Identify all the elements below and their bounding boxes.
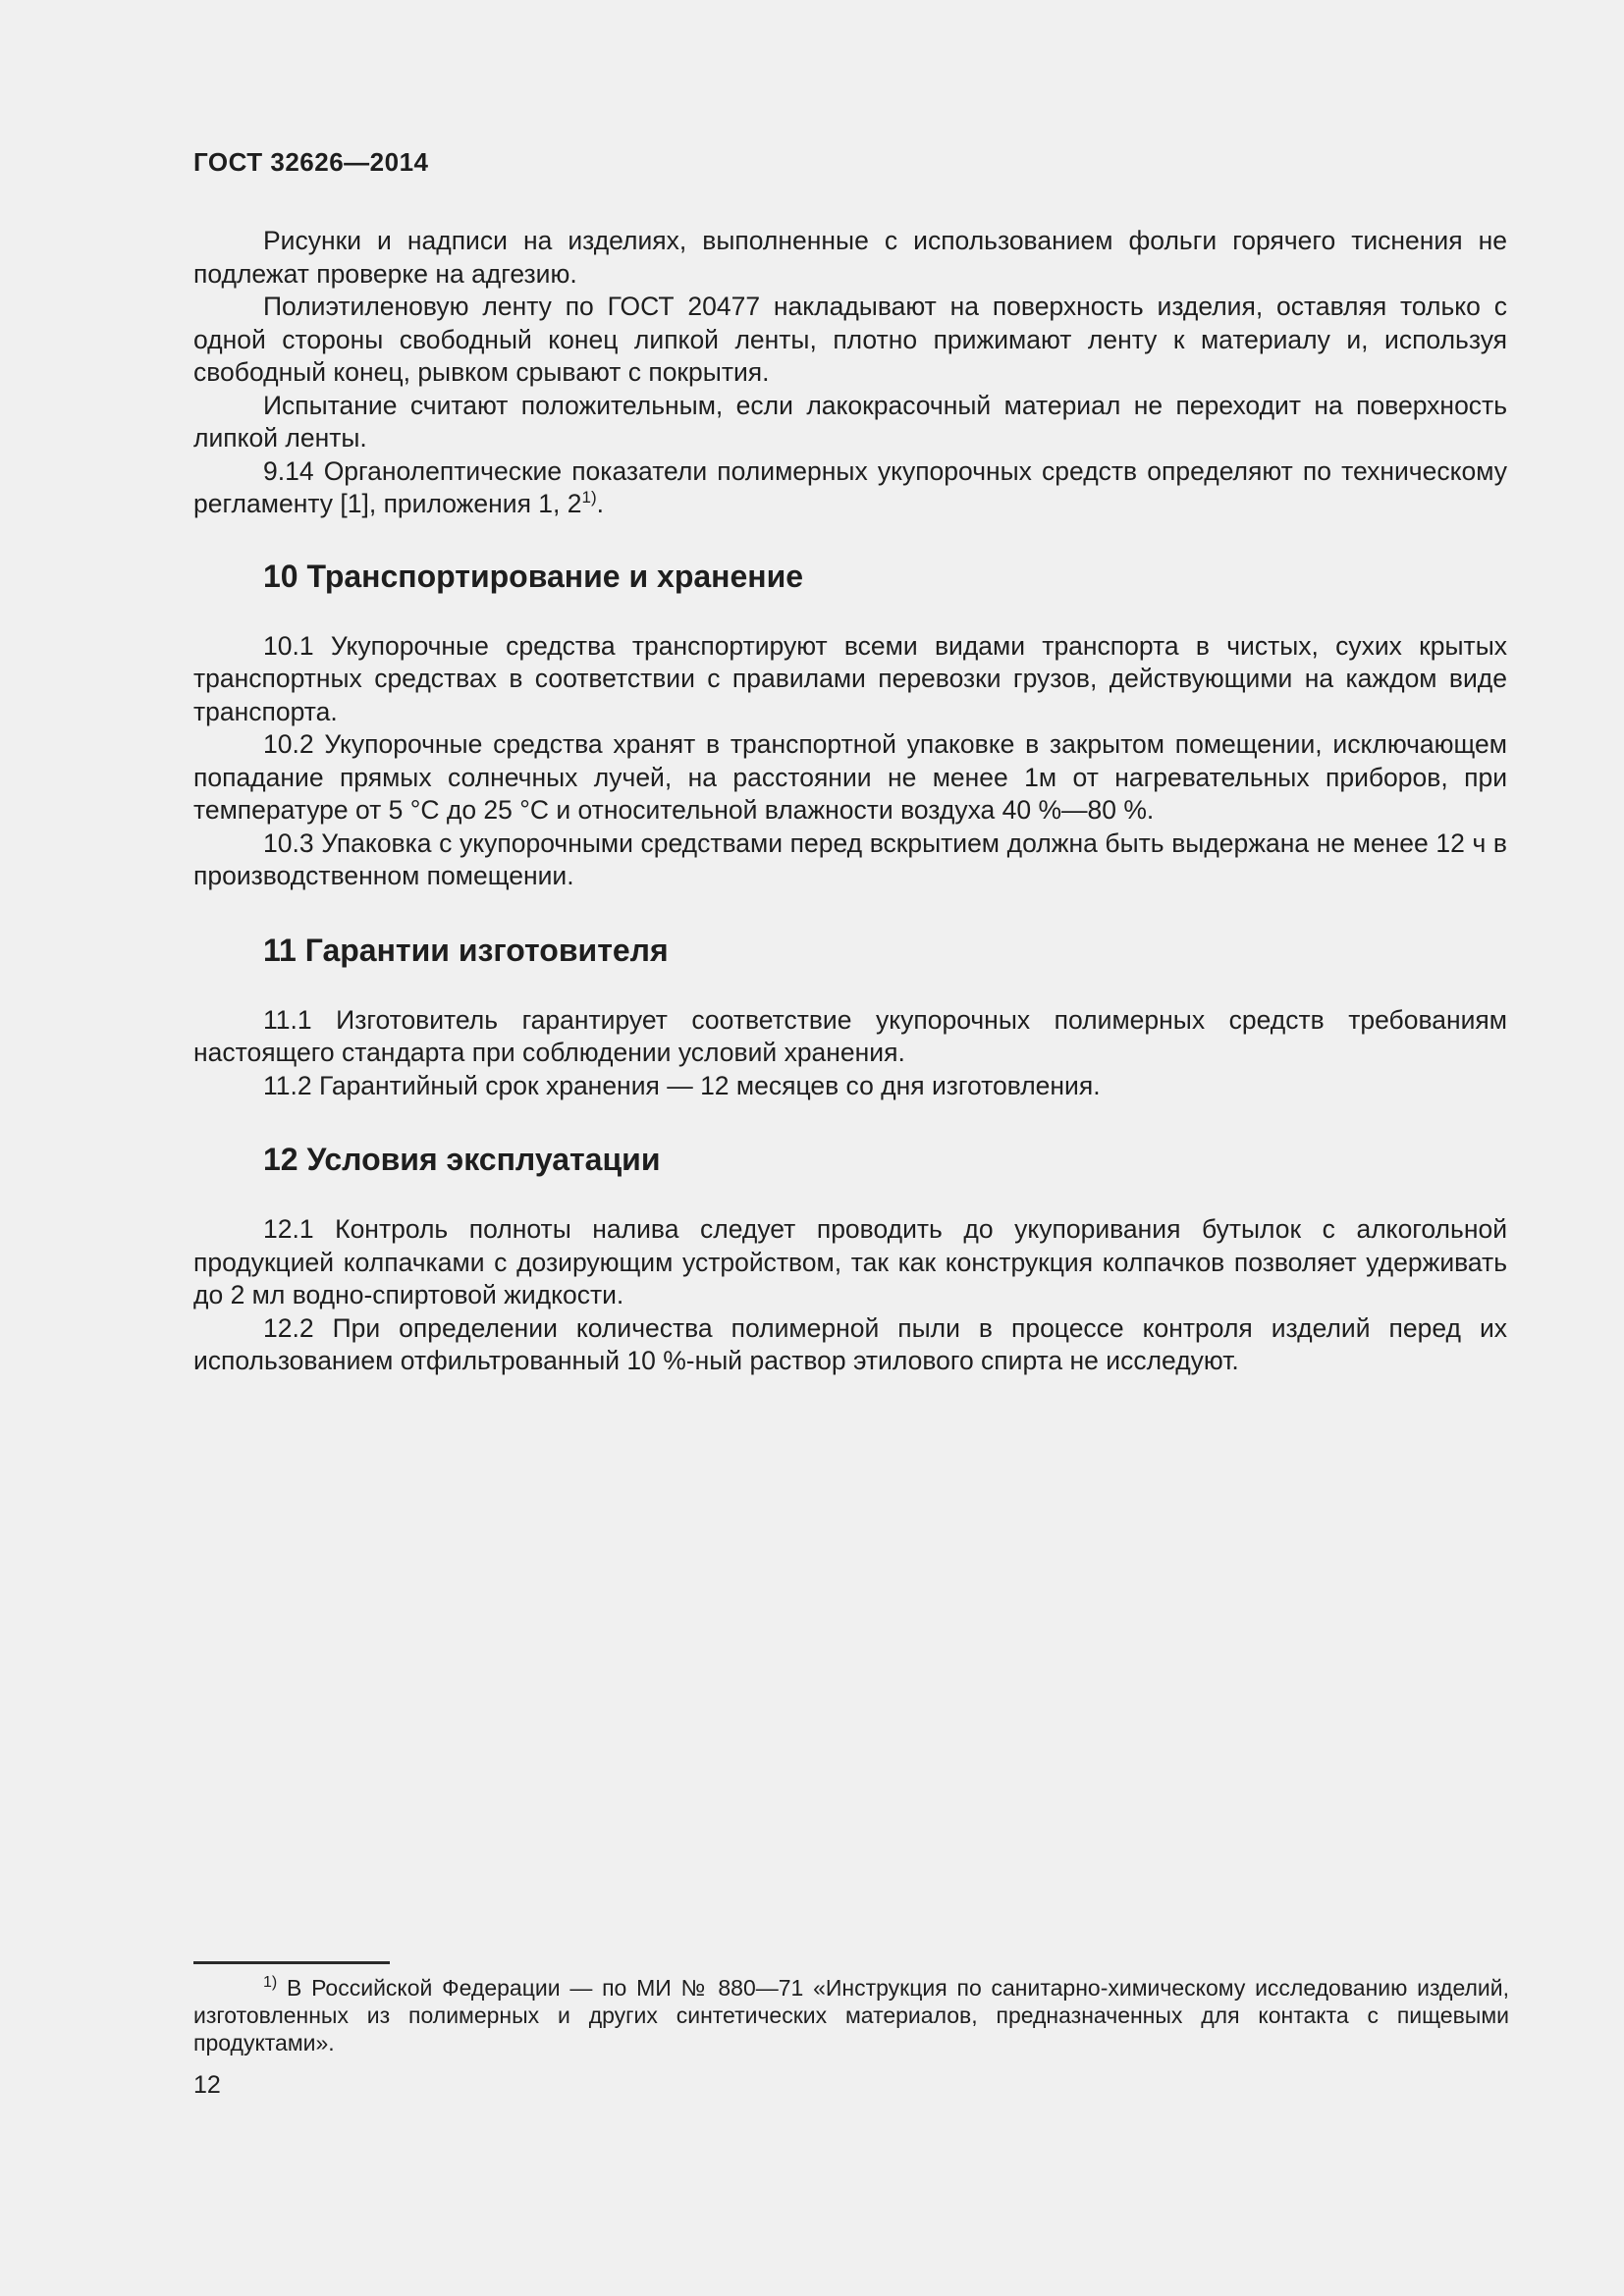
paragraph-9-14-text: 9.14 Органолептические показатели полимерных укупорочных средств определяют по техническому регламенту [1], приложения 1, 2 <box>193 455 1507 518</box>
paragraph-12-1: 12.1 Контроль полноты налива следует проводить до укупоривания бутылок с алкогольной продукцией колпачками с дозирующим устройством, так как конструкция колпачков позволяет удерживать до 2 мл водно-спиртовой жидкости. <box>193 1214 1507 1309</box>
footnote-reference: 1) <box>581 488 597 507</box>
paragraph-9-14-end: . <box>596 489 604 518</box>
section-10-heading: 10 Транспортирование и хранение <box>263 558 804 594</box>
document-header: ГОСТ 32626—2014 <box>193 147 429 177</box>
footnote <box>193 1974 1509 2056</box>
page-number: 12 <box>193 2071 221 2099</box>
paragraph-9-14 <box>193 455 1507 521</box>
paragraph-hot-foil: Рисунки и надписи на изделиях, выполненные с использованием фольги горячего тиснения не подлежат проверке на адгезию. <box>193 226 1507 289</box>
footnote-marker: 1) <box>263 1974 278 1991</box>
paragraph-11-1: 11.1 Изготовитель гарантирует соответствие укупорочных полимерных средств требованиям настоящего стандарта при соблюдении условий хранения. <box>193 1004 1507 1067</box>
footnote-divider <box>193 1961 390 1964</box>
paragraph-10-1: 10.1 Укупорочные средства транспортируют всеми видами транспорта в чистых, сухих крытых транспортных средствах в соответствии с правилами перевозки грузов, действующими на каждом виде транспорта. <box>193 630 1507 726</box>
paragraph-tape-test: Полиэтиленовую ленту по ГОСТ 20477 накладывают на поверхность изделия, оставляя только с одной стороны свободный конец липкой ленты, плотно прижимают ленту к материалу и, используя свободный конец, рывком срывают с покрытия. <box>193 292 1507 387</box>
paragraph-test-result: Испытание считают положительным, если лакокрасочный материал не переходит на поверхность липкой ленты. <box>193 390 1507 453</box>
section-11-heading: 11 Гарантии изготовителя <box>263 932 669 968</box>
document-body <box>193 225 1507 1378</box>
paragraph-11-2: 11.2 Гарантийный срок хранения — 12 месяцев со дня изготовления. <box>263 1070 1101 1100</box>
section-12-heading: 12 Условия эксплуатации <box>263 1142 661 1177</box>
paragraph-10-3: 10.3 Упаковка с укупорочными средствами перед вскрытием должна быть выдержана не менее 12 ч в производственном помещении. <box>193 828 1507 890</box>
paragraph-12-2: 12.2 При определении количества полимерной пыли в процессе контроля изделий перед их использованием отфильтрованный 10 %-ный раствор этилового спирта не исследуют. <box>193 1312 1507 1375</box>
paragraph-10-2: 10.2 Укупорочные средства хранят в транспортной упаковке в закрытом помещении, исключающем попадание прямых солнечных лучей, на расстоянии не менее 1м от нагревательных приборов, при температуре от 5 °С до 25 °С и относительной влажности воздуха 40 %—80 %. <box>193 729 1507 825</box>
footnote-text: В Российской Федерации — по МИ № 880—71 «Инструкция по санитарно-химическому исследованию изделий, изготовленных из полимерных и других синтетических материалов, предназначенных для контакта с пищевыми продуктами». <box>193 1975 1509 2056</box>
